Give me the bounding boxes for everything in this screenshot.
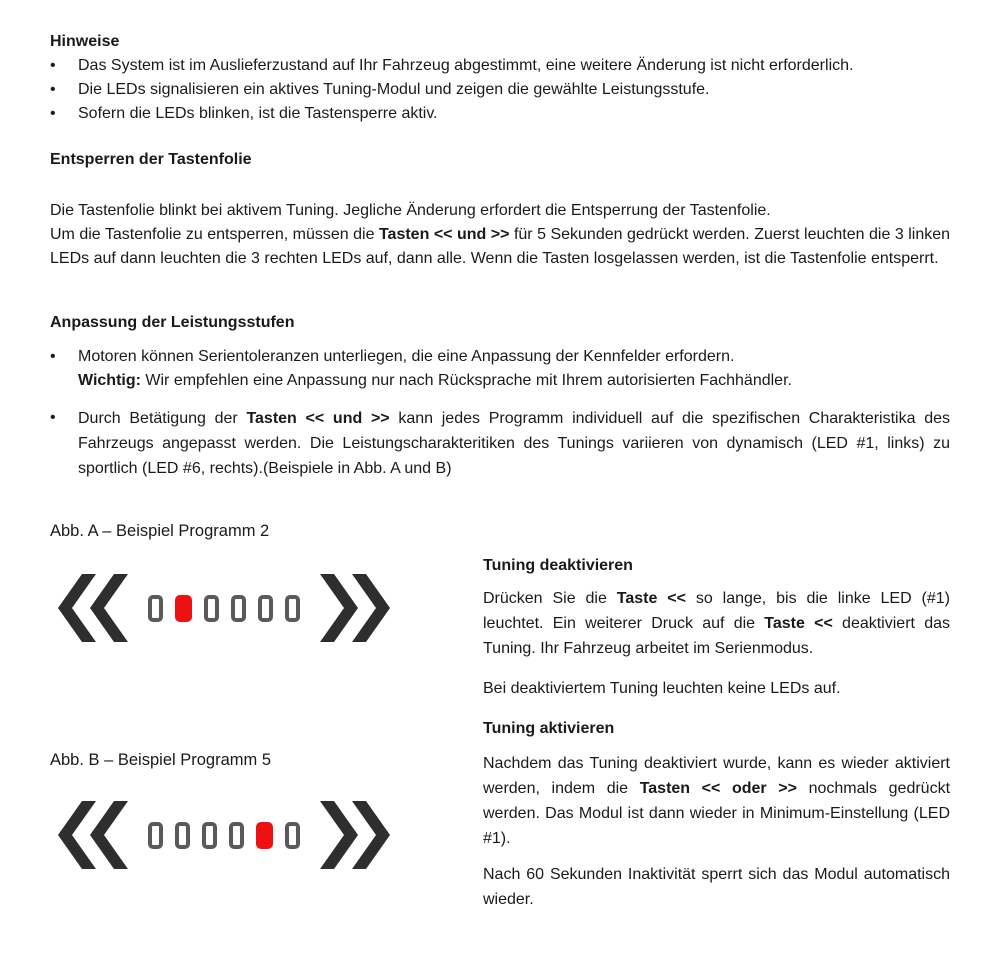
figure-text-columns <box>50 513 950 912</box>
paragraph-text <box>50 223 950 271</box>
plain-text: Um die Tastenfolie zu entsperren, müssen die <box>50 226 379 243</box>
paragraph-text <box>483 586 950 661</box>
list-item <box>50 102 950 126</box>
led-indicator-off <box>285 822 300 849</box>
double-chevron-right-icon <box>320 801 390 869</box>
heading-tuning-deaktivieren: Tuning deaktivieren <box>483 557 633 574</box>
led-row <box>148 595 300 622</box>
led-indicator-off <box>258 595 273 622</box>
instructions-column <box>483 513 950 912</box>
figure-a-label: Abb. A – Beispiel Programm 2 <box>50 522 270 540</box>
bullet-marker: • <box>50 57 56 74</box>
anpassung-list <box>50 345 950 481</box>
paragraph-line: Motoren können Serientoleranzen unterliegen, die eine Anpassung der Kennfelder erfordern. <box>78 348 735 365</box>
bullet-marker: • <box>50 105 56 122</box>
list-item <box>50 78 950 102</box>
led-row <box>148 822 300 849</box>
bold-text: Wichtig: <box>78 372 141 389</box>
plain-text: Wir empfehlen eine Anpassung nur nach Rücksprache mit Ihrem autorisierten Fachhändler. <box>140 372 792 389</box>
bullet-marker: • <box>50 81 56 98</box>
figures-column <box>50 513 483 912</box>
section-title-entsperren: Entsperren der Tastenfolie <box>50 151 252 168</box>
double-chevron-left-icon <box>58 801 128 869</box>
figure-b-label: Abb. B – Beispiel Programm 5 <box>50 751 272 769</box>
list-item-text <box>78 345 950 393</box>
led-indicator-off <box>204 595 219 622</box>
led-display-b <box>58 800 483 870</box>
list-item <box>50 406 950 481</box>
plain-text: nochmals gedrückt werden. Das Modul ist dann wieder in Minimum-Einstellung (LED #1). <box>483 780 951 847</box>
plain-text: kann jedes Programm individuell auf die spezifischen Charakteristika des Fahrzeugs angepasst werden. Die Leistungscharakteritiken des Tunings variieren von dynamisch (LED #1, links) zu sportlich (LED #6, rechts).(Beispiele in Abb. A und B) <box>78 410 951 477</box>
plain-text: Durch Betätigung der <box>78 410 247 427</box>
led-display-a <box>58 573 483 643</box>
bold-text: Taste << <box>616 590 686 607</box>
led-indicator-off <box>148 595 163 622</box>
led-indicator-off <box>202 822 217 849</box>
list-item <box>50 54 950 78</box>
list-item-text: Das System ist im Auslieferzustand auf Ihr Fahrzeug abgestimmt, eine weitere Änderung ist nicht erforderlich. <box>78 57 854 74</box>
list-item-text <box>78 406 950 481</box>
led-indicator-off <box>229 822 244 849</box>
section-title-anpassung: Anpassung der Leistungsstufen <box>50 314 295 331</box>
led-indicator-off <box>285 595 300 622</box>
plain-text: Drücken Sie die <box>483 590 617 607</box>
paragraph-text: Nach 60 Sekunden Inaktivität sperrt sich das Modul automatisch wieder. <box>483 866 950 908</box>
bold-text: Tasten << oder >> <box>639 780 797 797</box>
plain-text: deaktiviert das Tuning. Ihr Fahrzeug arbeitet im Serienmodus. <box>483 615 950 657</box>
list-item <box>50 345 950 393</box>
bullet-marker: • <box>50 348 56 365</box>
paragraph-line: Die Tastenfolie blinkt bei aktivem Tuning. Jegliche Änderung erfordert die Entsperrung der Tastenfolie. <box>50 202 771 219</box>
led-indicator-off <box>175 822 190 849</box>
heading-tuning-aktivieren: Tuning aktivieren <box>483 720 615 737</box>
led-indicator-on <box>175 595 192 622</box>
list-item-text: Sofern die LEDs blinken, ist die Tastensperre aktiv. <box>78 105 438 122</box>
paragraph-text: Bei deaktiviertem Tuning leuchten keine LEDs auf. <box>483 680 841 697</box>
led-indicator-off <box>231 595 246 622</box>
led-indicator-off <box>148 822 163 849</box>
hinweise-list <box>50 54 950 126</box>
plain-text: Nachdem das Tuning deaktiviert wurde, kann es wieder aktiviert werden, indem die <box>483 755 950 797</box>
paragraph-text <box>483 751 950 851</box>
double-chevron-right-icon <box>320 574 390 642</box>
bold-text: Tasten << und >> <box>246 410 390 427</box>
plain-text: so lange, bis die linke LED (#1) leuchtet. Ein weiterer Druck auf die <box>483 590 951 632</box>
entsperren-paragraph <box>50 199 950 271</box>
plain-text: für 5 Sekunden gedrückt werden. Zuerst leuchten die 3 linken LEDs auf dann leuchten die 3 rechten LEDs auf, dann alle. Wenn die Tasten losgelassen werden, ist die Tastenfolie entsperrt. <box>50 226 951 267</box>
section-title-hinweise: Hinweise <box>50 33 120 50</box>
list-item-text: Die LEDs signalisieren ein aktives Tuning-Modul und zeigen die gewählte Leistungsstufe. <box>78 81 710 98</box>
double-chevron-left-icon <box>58 574 128 642</box>
bold-text: Taste << <box>764 615 833 632</box>
bullet-marker: • <box>50 409 56 426</box>
paragraph-line <box>78 372 792 389</box>
led-indicator-on <box>256 822 273 849</box>
bold-text: Tasten << und >> <box>378 226 510 243</box>
